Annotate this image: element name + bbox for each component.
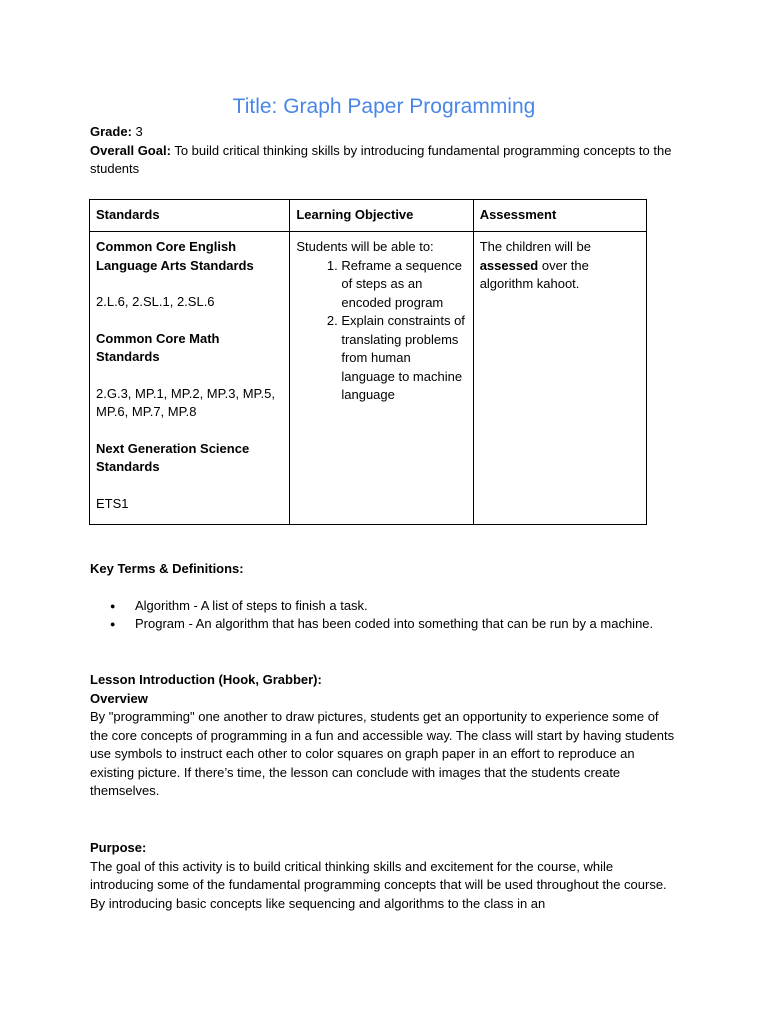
learning-objective-cell bbox=[290, 232, 473, 525]
purpose-text: The goal of this activity is to build critical thinking skills and excitement for the course, while introducing some of the fundamental programming concepts that will be used throughout the course. By introducing basic concepts like sequencing and algorithms to the class in an bbox=[90, 858, 667, 911]
key-terms-list bbox=[90, 597, 680, 634]
assessment-text-bold: assessed bbox=[479, 257, 539, 273]
overview-text: By "programming" one another to draw pictures, students get an opportunity to experience some of the core concepts of programming in a fun and accessible way. The class will start by having students use symbols to instruct each other to color squares on graph paper in an effort to reproduce an existing picture. If there’s time, the lesson can conclude with images that the students create themselves. bbox=[90, 709, 675, 798]
grade-label: Grade: bbox=[90, 124, 132, 139]
key-terms-section bbox=[90, 560, 680, 634]
assessment-cell bbox=[473, 232, 646, 525]
lesson-intro-heading: Lesson Introduction (Hook, Grabber): bbox=[90, 672, 322, 687]
purpose-section bbox=[90, 839, 680, 913]
overall-goal-value: To build critical thinking skills by introducing fundamental programming concepts to the students bbox=[90, 142, 672, 176]
document-title: Title: Graph Paper Programming bbox=[232, 95, 536, 118]
header-standards: Standards bbox=[90, 200, 290, 232]
list-item: ● Program - An algorithm that has been coded into something that can be run by a machine. bbox=[135, 615, 680, 634]
overview-heading: Overview bbox=[90, 690, 148, 706]
ngss-standards-codes: ETS1 bbox=[96, 495, 129, 511]
math-standards-codes: 2.G.3, MP.1, MP.2, MP.3, MP.5, MP.6, MP.7, MP.8 bbox=[96, 385, 275, 419]
lesson-introduction-section bbox=[90, 671, 680, 801]
objective-intro: Students will be able to: bbox=[296, 239, 434, 254]
list-item: ● Algorithm - A list of steps to finish a task. bbox=[135, 597, 680, 616]
ela-standards-title: Common Core English Language Arts Standards bbox=[96, 239, 254, 273]
assessment-text-after: over the algorithm kahoot. bbox=[479, 257, 589, 291]
header-learning-objective: Learning Objective bbox=[290, 200, 473, 232]
standards-cell bbox=[90, 232, 290, 525]
lesson-meta bbox=[90, 123, 680, 179]
overall-goal-label: Overall Goal: bbox=[90, 142, 171, 158]
list-item: 1. Reframe a sequence of steps as an encoded program bbox=[341, 257, 466, 313]
ngss-standards-title: Next Generation Science Standards bbox=[96, 440, 250, 474]
key-terms-heading: Key Terms & Definitions: bbox=[90, 561, 244, 576]
purpose-heading: Purpose: bbox=[90, 840, 147, 855]
ela-standards-codes: 2.L.6, 2.SL.1, 2.SL.6 bbox=[96, 294, 215, 309]
math-standards-title: Common Core Math Standards bbox=[96, 330, 220, 364]
grade-line bbox=[90, 123, 680, 142]
standards-table bbox=[89, 199, 647, 525]
header-assessment: Assessment bbox=[473, 200, 646, 232]
table-header-row bbox=[90, 200, 647, 232]
grade-value: 3 bbox=[135, 124, 143, 139]
objective-list bbox=[296, 257, 466, 405]
assessment-text-before: The children will be bbox=[479, 239, 591, 254]
overall-goal-line bbox=[90, 142, 680, 179]
table-row bbox=[90, 232, 647, 525]
list-item: 2. Explain constraints of translating problems from human language to machine language bbox=[341, 312, 466, 405]
